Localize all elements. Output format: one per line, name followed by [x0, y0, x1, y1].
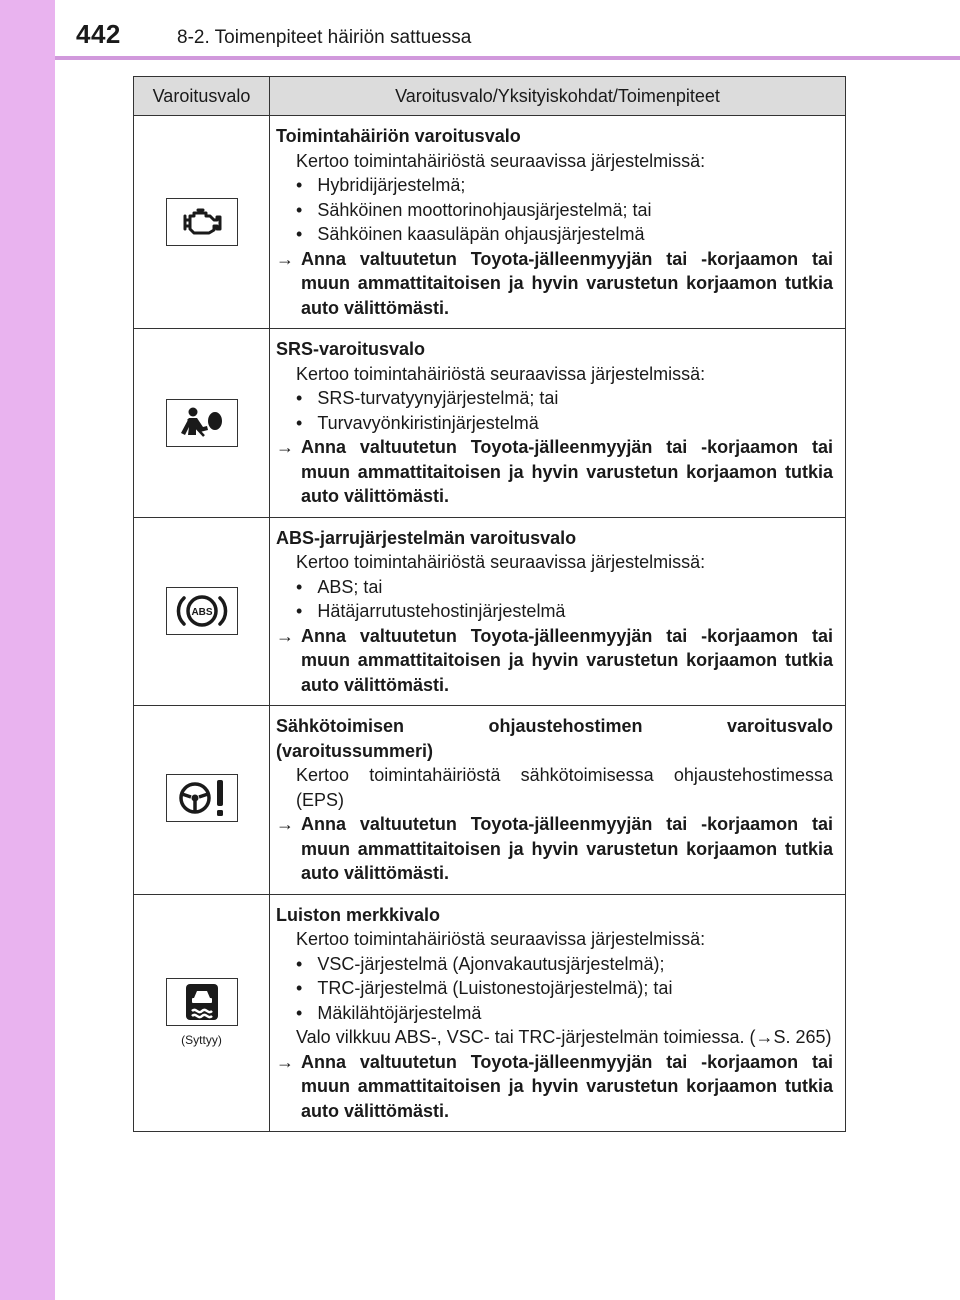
entry-description: Kertoo toimintahäiriöstä seuraavissa järjestelmissä:	[296, 552, 706, 572]
slip-indicator-icon	[166, 978, 238, 1026]
entry-title: ABS-jarrujärjestelmän varoitusvalo	[276, 527, 577, 548]
details-cell	[270, 706, 846, 895]
arrow-icon: →	[276, 625, 294, 646]
icon-cell	[134, 706, 270, 895]
icon-cell	[134, 517, 270, 706]
column-header-warning-light: Varoitusvalo	[134, 77, 270, 116]
entry-description: Kertoo toimintahäiriöstä seuraavissa järjestelmissä:	[296, 150, 706, 171]
details-cell	[270, 116, 846, 329]
icon-caption: (Syttyy)	[181, 1033, 222, 1048]
table-row	[134, 329, 846, 518]
steering-warning-icon	[166, 774, 238, 822]
header-divider	[55, 56, 960, 60]
table-row	[134, 116, 846, 329]
entry-title: Sähkötoimisen ohjaustehostimen varoitusvalo (varoitussummeri)	[276, 716, 833, 761]
arrow-icon: →	[276, 248, 294, 269]
list-item: • TRC-järjestelmä (Luistonestojärjestelmä); tai	[296, 978, 673, 998]
table-row	[134, 517, 846, 706]
entry-title: SRS-varoitusvalo	[276, 339, 426, 359]
details-cell	[270, 894, 846, 1132]
entry-action: → Anna valtuutetun Toyota-jälleenmyyjän tai -korjaamon tai muun ammattitaitoisen ja hyvin varustetun korjaamon tutkia auto välittömästi.	[276, 248, 833, 318]
list-item: • Sähköinen moottorinohjausjärjestelmä; tai	[296, 199, 652, 220]
entry-description: Kertoo toimintahäiriöstä seuraavissa järjestelmissä:	[296, 363, 706, 384]
entry-description: Kertoo toimintahäiriöstä sähkötoimisessa ohjaustehostimessa (EPS)	[296, 765, 833, 810]
entry-title: Toimintahäiriön varoitusvalo	[276, 126, 521, 146]
list-item: • Sähköinen kaasuläpän ohjausjärjestelmä	[296, 224, 645, 244]
entry-action: → Anna valtuutetun Toyota-jälleenmyyjän tai -korjaamon tai muun ammattitaitoisen ja hyvin varustetun korjaamon tutkia auto välittömästi.	[276, 1051, 833, 1121]
details-cell	[270, 329, 846, 518]
arrow-icon: →	[276, 1051, 294, 1072]
entry-action: → Anna valtuutetun Toyota-jälleenmyyjän tai -korjaamon tai muun ammattitaitoisen ja hyvin varustetun korjaamon tutkia auto välittömästi.	[276, 437, 833, 506]
icon-cell	[134, 116, 270, 329]
warning-light-table	[133, 76, 846, 1132]
entry-title: Luiston merkkivalo	[276, 904, 441, 925]
list-item: • SRS-turvatyynyjärjestelmä; tai	[296, 388, 559, 408]
list-item: • Mäkilähtöjärjestelmä	[296, 1002, 482, 1023]
section-title: 8-2. Toimenpiteet häiriön sattuessa	[177, 27, 472, 48]
table-header-row	[134, 77, 846, 116]
entry-action: → Anna valtuutetun Toyota-jälleenmyyjän tai -korjaamon tai muun ammattitaitoisen ja hyvin varustetun korjaamon tutkia auto välittömästi.	[276, 814, 833, 883]
icon-cell	[134, 894, 270, 1132]
page-sidebar-tab	[0, 0, 55, 1300]
list-item: • Hybridijärjestelmä;	[296, 175, 466, 195]
entry-description: Kertoo toimintahäiriöstä seuraavissa järjestelmissä:	[296, 929, 706, 949]
srs-airbag-icon	[166, 399, 238, 447]
arrow-icon: →	[276, 437, 294, 457]
abs-icon-label: ABS	[190, 606, 213, 618]
details-cell	[270, 517, 846, 706]
table-row	[134, 894, 846, 1132]
arrow-icon: →	[276, 814, 294, 834]
entry-action: → Anna valtuutetun Toyota-jälleenmyyjän tai -korjaamon tai muun ammattitaitoisen ja hyvin varustetun korjaamon tutkia auto välittömästi.	[276, 625, 833, 695]
entry-note: Valo vilkkuu ABS-, VSC- tai TRC-järjestelmän toimiessa. (→S. 265)	[296, 1027, 832, 1047]
abs-icon	[166, 587, 238, 635]
icon-cell	[134, 329, 270, 518]
list-item: • ABS; tai	[296, 576, 383, 597]
list-item: • Hätäjarrutustehostinjärjestelmä	[296, 601, 566, 621]
page-number: 442	[76, 19, 121, 49]
engine-check-icon	[166, 198, 238, 246]
table-row	[134, 706, 846, 895]
list-item: • Turvavyönkiristinjärjestelmä	[296, 412, 539, 433]
column-header-details: Varoitusvalo/Yksityiskohdat/Toimenpiteet	[270, 77, 846, 116]
list-item: • VSC-järjestelmä (Ajonvakautusjärjestelmä);	[296, 953, 665, 974]
